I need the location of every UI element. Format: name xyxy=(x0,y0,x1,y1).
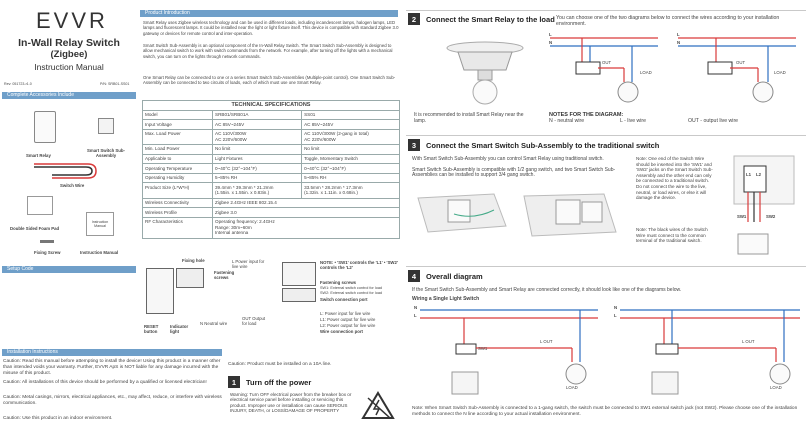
step4-heading xyxy=(408,269,483,283)
sub-assembly-image xyxy=(98,118,114,134)
accessory-label-wire: Switch Wire xyxy=(60,183,85,188)
notes-title: NOTES FOR THE DIAGRAM: xyxy=(549,112,624,118)
step2-recommend: It is recommended to install Smart Relay near the lamp. xyxy=(414,112,524,124)
spec-label: Wireless Connectivity xyxy=(143,198,213,208)
spec-row xyxy=(143,208,400,218)
spec-row xyxy=(143,183,400,198)
spec-row xyxy=(143,173,400,183)
spec-value: No limit xyxy=(302,144,400,154)
overall-a-load: LOAD xyxy=(566,385,578,390)
step4-number: 4 xyxy=(408,270,420,282)
reset-label: RESET button xyxy=(144,324,159,335)
caution-4: Caution: Use this product in an indoor environment. xyxy=(3,416,113,421)
spec-value: Operating frequency: 2.4GHz Range: 30m~60m Internal antenna xyxy=(213,217,400,238)
accessory-label-screw: Fixing Screw xyxy=(34,250,61,255)
middle-column xyxy=(140,0,402,345)
accessories-header: Complete Accessories Include xyxy=(2,92,136,99)
spec-value: AC 85V~245V xyxy=(213,120,302,130)
spec-label: RF Characteristics xyxy=(143,217,213,238)
overall-b-lout: L OUT xyxy=(742,339,755,344)
spec-label: Model xyxy=(143,110,213,120)
spec-row xyxy=(143,129,400,144)
sw-note: NOTE: • 'SW1' controls the 'L1' • 'SW2' controls the 'L2' xyxy=(320,260,398,271)
spec-label: Operating Humidity xyxy=(143,173,213,183)
intro-p3: One Smart Relay can be connected to one or a series Smart Switch Sub-Assemblies (Multiple-point control). One Smart Switch Sub-Assembly can be connected to two circuits of loads, each of which must use one Smart Relay. xyxy=(143,75,396,86)
install-header: Installation Instructions xyxy=(2,349,222,356)
product-subtitle: (Zigbee) xyxy=(50,49,88,60)
lamp-photo xyxy=(440,40,530,106)
logo: EVVR xyxy=(36,8,108,33)
caution-5: Caution: Product must be installed on a 10A line. xyxy=(228,362,332,367)
spec-table xyxy=(142,100,400,239)
out-label: OUT Output for load xyxy=(242,316,266,327)
setup-code-header: Setup Code xyxy=(2,266,136,273)
spec-table-wrap xyxy=(142,100,400,239)
step3-frame xyxy=(406,135,806,136)
overall-b-load: LOAD xyxy=(770,385,782,390)
spec-value: AC 85V~245V xyxy=(302,120,400,130)
step3-p1: With Smart Switch Sub-Assembly you can control Smart Relay using traditional switch. xyxy=(412,156,604,162)
sw1-tag: SW1 xyxy=(737,214,747,219)
accessory-label-foam: Double Sided Foam Pad xyxy=(10,226,60,231)
step3-note1: Note: One end of the Switch Wire should be inserted into the 'SW1' and 'SW2' jacks on the Smart Switch Sub-Assembly and the other end can only be connected to a traditional switch. Do not connect the wire to the live, neutral, or load wires, or else it will damage the device. xyxy=(636,156,713,201)
spec-value: 33.5mm * 28.2mm * 17.3mm (1.32in. x 1.11in. x 0.68in.) xyxy=(302,183,400,198)
relay-connector xyxy=(176,268,204,288)
fixing-screw-image xyxy=(40,240,54,243)
switch-install-1 xyxy=(414,190,510,234)
accessory-label-manual: Instruction Manual xyxy=(80,250,119,255)
l1-tag: L1 xyxy=(746,172,752,177)
spec-value: Zigbee 2.4GHz IEEE 802.15.4 xyxy=(213,198,400,208)
step4-frame xyxy=(406,266,806,267)
step2-title: Connect the Smart Relay to the load xyxy=(426,14,555,24)
sw2-tag: SW2 xyxy=(766,214,776,219)
step1-warning: Warning: Turn OFF electrical power from the breaker box or electrical service panel before installing or servicing this product. Improper use or installation can cause SERIOUS INJURY, DEATH, or LOSS/DAMAGE OF PROPERTY xyxy=(230,392,352,414)
step3-p2: Smart Switch Sub-Assembly is compatible with 1/2 gang switch, and two Smart Switch Sub-Assemblies can be installed to support 3/4 gang switch. xyxy=(412,167,616,179)
relay-diagram xyxy=(140,254,402,344)
neutral-label: N Neutral wire xyxy=(200,321,228,326)
spec-value: AC 110V/300W AC 220V/600W xyxy=(213,129,302,144)
note-out: OUT - output live wire xyxy=(688,118,739,124)
diagram-a-l: L xyxy=(549,32,552,37)
wire-port-label: Wire connection port xyxy=(320,329,363,334)
spec-row xyxy=(143,144,400,154)
accessory-label-sub: Smart Switch Sub-Assembly xyxy=(87,148,125,159)
spec-value: 39.4mm * 39.3mm * 21.2mm (1.55in. x 1.55in. x 0.83in.) xyxy=(213,183,302,198)
diagram-b-out: OUT xyxy=(736,60,746,65)
spec-value: Light Fixtures xyxy=(213,154,302,164)
sub-assembly-diagram xyxy=(282,262,316,286)
spec-value: SRB01/SRB01A xyxy=(213,110,302,120)
spec-value: 0~40°C (32°~104°F) xyxy=(302,164,400,174)
no-power-icon xyxy=(360,390,396,422)
overall-b-n: N xyxy=(614,305,618,310)
revision: Rev: 051723-r1.0 xyxy=(4,82,32,86)
step1-heading xyxy=(228,375,311,389)
step4-title: Overall diagram xyxy=(426,271,483,281)
step3-title: Connect the Smart Switch Sub-Assembly to the traditional switch xyxy=(426,140,660,150)
step2-desc: You can choose one of the two diagrams below to connect the wires according to your installation environment. xyxy=(556,15,780,28)
spec-row xyxy=(143,154,400,164)
part-number: P/N: SRB01-SS01 xyxy=(100,82,130,86)
switch-install-2 xyxy=(520,190,620,240)
l1-desc: L1: Power output for live wire xyxy=(320,317,376,322)
relay-box xyxy=(146,268,174,314)
step1-title: Turn off the power xyxy=(246,377,312,387)
spec-label: Min. Load Power xyxy=(143,144,213,154)
note-n: N - neutral wire xyxy=(549,118,585,124)
overall-a-sw1: SW1 xyxy=(478,346,488,351)
sub-assembly-wiring xyxy=(724,152,804,260)
fixing-hole-label: Fixing hole xyxy=(182,258,205,263)
product-title: In-Wall Relay Switch xyxy=(18,37,120,49)
diagram-a-load: LOAD xyxy=(640,70,652,75)
spec-value: No limit xyxy=(213,144,302,154)
spec-value: AC 110V/300W (2-gang in total) AC 220V/600W xyxy=(302,129,400,144)
l2-tag: L2 xyxy=(756,172,762,177)
spec-value: Toggle, Momentary Switch xyxy=(302,154,400,164)
spec-label: Product Size (L*W*H) xyxy=(143,183,213,198)
spec-value: 5~85% RH xyxy=(302,173,400,183)
spec-title: TECHNICAL SPECIFICATIONS xyxy=(143,101,400,111)
spec-row xyxy=(143,217,400,238)
sw1-desc: SW1: External switch control for load xyxy=(320,286,383,290)
intro-p2: Smart Switch Sub-Assembly is an optional component of the In-Wall Relay Switch. The Smart Switch Sub-Assembly is designed to allow mechanical switch to work with switch commands from the network. For example, after turning off the lights with a mechanical switch, you can turn on the lights through network commands. xyxy=(143,43,393,59)
spec-label: Max. Load Power xyxy=(143,129,213,144)
switch-port-label: Switch connection port xyxy=(320,297,368,302)
step4-desc: If the Smart Switch Sub-Assembly and Smart Relay are connected correctly, it should look like one of the diagrams below. xyxy=(412,287,682,293)
diagram-a-out: OUT xyxy=(602,60,612,65)
accessory-label-relay: Smart Relay xyxy=(26,153,51,158)
indicator-label: Indicator light xyxy=(170,324,189,335)
step3-note2: Note: The black wires of the Switch Wire must connect to the common terminal of the traditional switch. xyxy=(636,227,708,244)
step2-frame xyxy=(406,10,806,11)
manual-label: Instruction Manual xyxy=(34,62,104,72)
l-power-label: L Power input for live wire xyxy=(232,259,265,270)
diagram-b-l: L xyxy=(677,32,680,37)
lp-desc: L: Power input for live wire xyxy=(320,311,371,316)
spec-row xyxy=(143,110,400,120)
spec-row xyxy=(143,120,400,130)
overall-a-l: L xyxy=(414,313,417,318)
sw2-desc: SW2: External switch control for load xyxy=(320,291,383,295)
intro-header: Product Introduction xyxy=(140,10,398,17)
spec-row xyxy=(143,164,400,174)
diagram-a-n: N xyxy=(549,40,553,45)
step4-note: Note: When Smart Switch Sub-Assembly is connected to a 1-gang switch, the switch must be connected to SW1 external switch jack (not SW2). Please choose one of the installation methods to connect the N line according to your actual installation environment. xyxy=(412,406,798,417)
spec-label: Operating Temperature xyxy=(143,164,213,174)
spec-value: Zigbee 3.0 xyxy=(213,208,400,218)
l2-desc: L2: Power output for live wire xyxy=(320,323,376,328)
smart-relay-image xyxy=(34,111,56,143)
step3-number: 3 xyxy=(408,139,420,151)
foam-pad-image xyxy=(27,196,53,215)
spec-label: Applicable to xyxy=(143,154,213,164)
spec-value: 0~40°C (32°~104°F) xyxy=(213,164,302,174)
manual-card-label: Instruction Manual xyxy=(91,220,109,229)
spec-label: Wireless Profile xyxy=(143,208,213,218)
overall-a-n: N xyxy=(414,305,418,310)
spec-label: Input Voltage xyxy=(143,120,213,130)
overall-a-lout: L OUT xyxy=(540,339,553,344)
sub-assembly-base xyxy=(282,288,316,302)
step2-number: 2 xyxy=(408,13,420,25)
caution-1: Caution: Read this manual before attempting to install the device! Using this product in a manner other than intended voids your warranty. Further, EVVR ApS is NOT liable for any damage incurred with the misuse of this product. xyxy=(3,359,221,376)
switch-wire-image xyxy=(30,158,110,184)
step4-sub: Wiring a Single Light Switch xyxy=(412,296,480,302)
step2-heading xyxy=(408,12,555,26)
caution-3: Caution: Metal casings, mirrors, electrical appliances, etc., may affect, reduce, or interfere with wireless communication. xyxy=(3,395,222,406)
overall-b-l: L xyxy=(614,313,617,318)
spec-value: 5~85% RH xyxy=(213,173,302,183)
diagram-b-n: N xyxy=(677,40,681,45)
step3-heading xyxy=(408,138,659,152)
diagram-b-load: LOAD xyxy=(774,70,786,75)
spec-value: SS01 xyxy=(302,110,400,120)
spec-row xyxy=(143,198,400,208)
fastening2-label: Fastening screws xyxy=(320,280,357,285)
intro-p1: Smart Relay uses Zigbee wireless technology and can be used in different loads, including incandescent lamps, halogen lamps, LED lamps and fluorescent lamps. It could be installed near the light or light fixture itself. This device is compatible with standard Zigbee 3.0 gateway or devices for remote control and inter-operation. xyxy=(143,20,399,36)
fastening-label: Fastening screws xyxy=(214,270,235,281)
step1-number: 1 xyxy=(228,376,240,388)
caution-2: Caution: All installations of this device should be performed by a qualified or licensed electrician! xyxy=(3,380,207,385)
note-l: L - live wire xyxy=(620,118,647,124)
